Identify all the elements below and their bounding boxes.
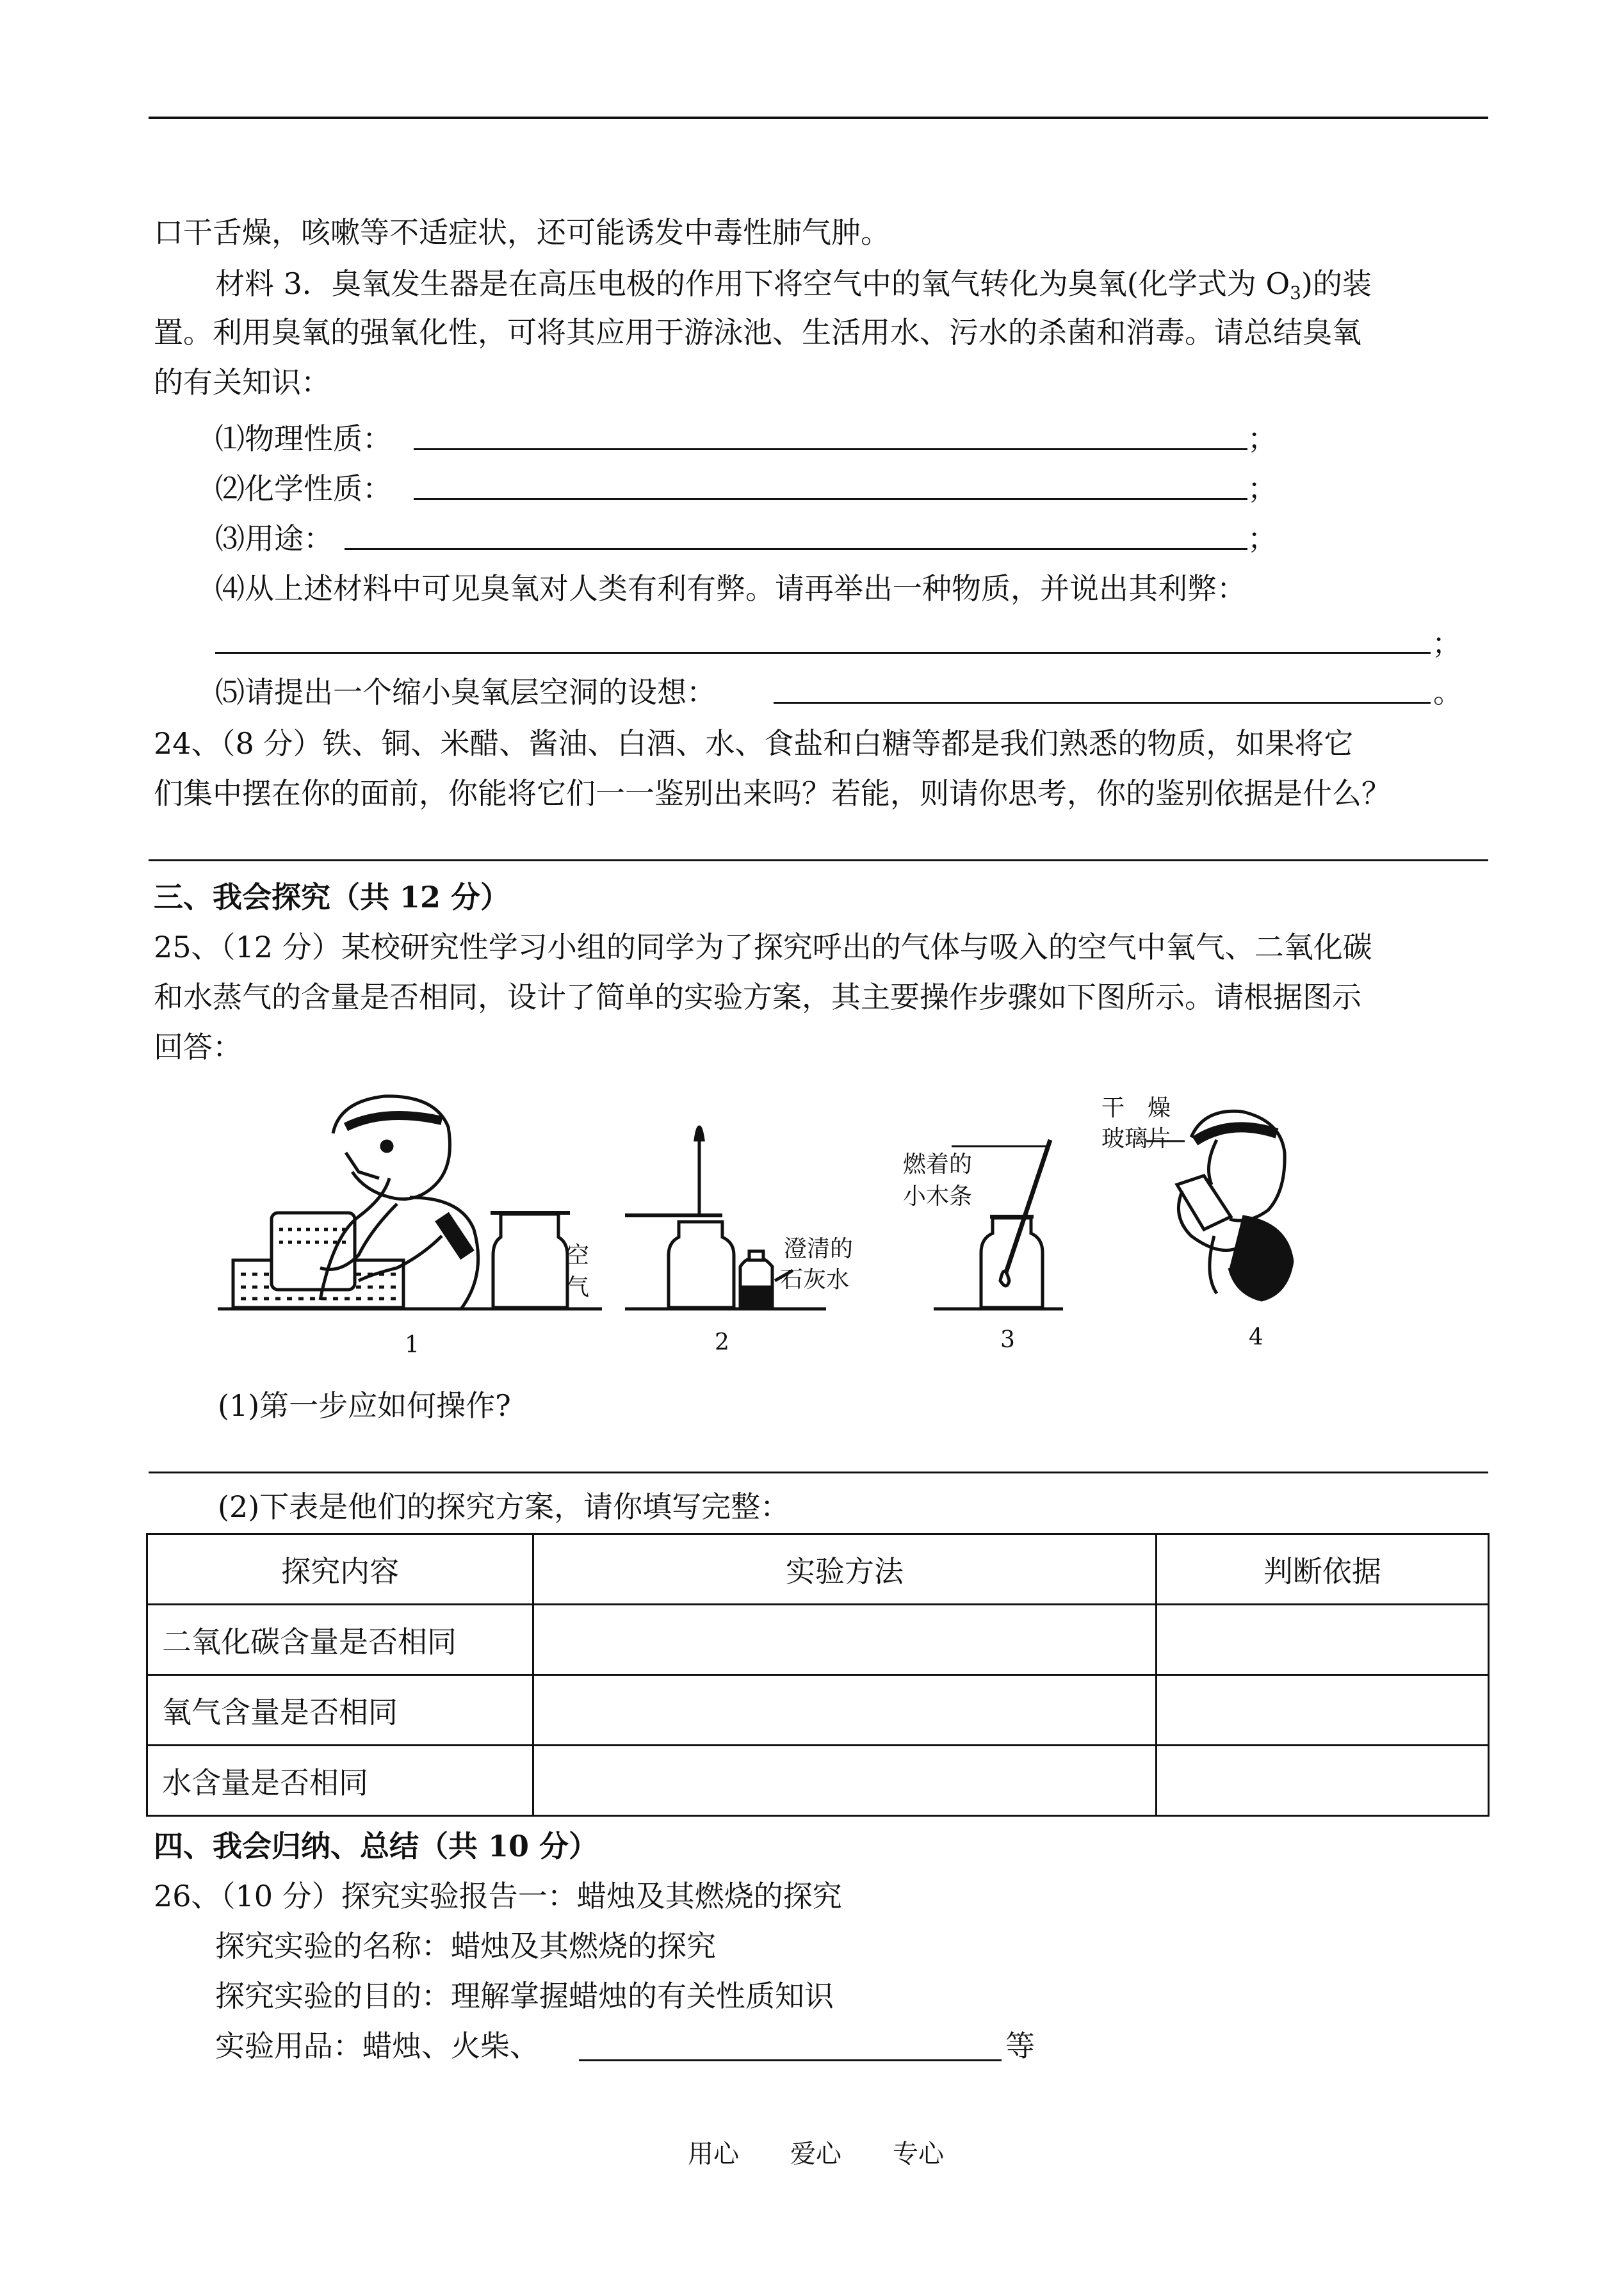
table-header-row (147, 1534, 1489, 1605)
limewater-label-1: 澄清的 (784, 1236, 854, 1262)
table-cell-method[interactable] (533, 1746, 1157, 1816)
figure-number-1: 1 (405, 1332, 419, 1358)
text-line: 探究实验的名称：蜡烛及其燃烧的探究 (215, 1929, 716, 1963)
question-label: ⑴物理性质： (215, 421, 392, 456)
text-span: 材料 3．臭氧发生器是在高压电极的作用下将空气中的氧气转化为臭氧(化学式为 O (215, 266, 1290, 301)
table-cell-method[interactable] (533, 1675, 1157, 1746)
stick-label-1: 燃着的 (903, 1151, 973, 1178)
table-header: 探究内容 (147, 1534, 533, 1605)
table-row (147, 1675, 1489, 1746)
question-label: (1)第一步应如何操作? (218, 1388, 511, 1423)
text-line: 25、（12 分）某校研究性学习小组的同学为了探究呼出的气体与吸入的空气中氧气、二氧化碳 (154, 930, 1372, 964)
step1-illustration (218, 1096, 602, 1309)
answer-rule[interactable] (149, 1472, 1488, 1473)
figure-number-3: 3 (1000, 1327, 1015, 1353)
semicolon: ； (1247, 471, 1277, 506)
table-row (147, 1605, 1489, 1675)
section-heading: 三、我会探究（共 12 分） (154, 880, 510, 914)
semicolon: ； (1247, 521, 1277, 556)
glass-label-1: 干 燥 (1101, 1095, 1171, 1121)
period: 。 (1433, 675, 1463, 710)
semicolon: ； (1247, 421, 1277, 456)
table-header: 实验方法 (533, 1534, 1157, 1605)
glass-label-2: 玻璃片 (1101, 1126, 1171, 1152)
table-cell-content: 氧气含量是否相同 (147, 1675, 533, 1746)
limewater-label-2: 石灰水 (780, 1267, 850, 1293)
semicolon: ； (1432, 626, 1461, 661)
question-label: ⑸请提出一个缩小臭氧层空洞的设想： (215, 675, 716, 710)
text-line: 26、（10 分）探究实验报告一：蜡烛及其燃烧的探究 (154, 1879, 842, 1913)
table-cell-content: 水含量是否相同 (147, 1746, 533, 1816)
table-cell-basis[interactable] (1156, 1605, 1488, 1675)
subscript: 3 (1290, 282, 1301, 304)
table-cell-basis[interactable] (1156, 1675, 1488, 1746)
figure-number-2: 2 (715, 1329, 729, 1356)
text-line: 探究实验的目的：理解掌握蜡烛的有关性质知识 (215, 1979, 834, 2013)
stick-label-2: 小木条 (903, 1183, 973, 1210)
exploration-plan-table (146, 1533, 1490, 1817)
text-line: 回答： (154, 1030, 242, 1064)
table-header: 判断依据 (1156, 1534, 1488, 1605)
air-label-1: 空 (566, 1242, 590, 1269)
text-span: )的装 (1301, 266, 1372, 301)
table-row (147, 1746, 1489, 1816)
text-line: 的有关知识： (154, 365, 330, 400)
table-cell-method[interactable] (533, 1605, 1157, 1675)
page-footer: 用心 爱心 专心 (688, 2139, 944, 2169)
answer-blank[interactable] (579, 2059, 1002, 2061)
figure-number-4: 4 (1249, 1324, 1263, 1350)
text-line: 和水蒸气的含量是否相同，设计了简单的实验方案，其主要操作步骤如下图所示。请根据图示 (154, 980, 1361, 1014)
table-cell-basis[interactable] (1156, 1746, 1488, 1816)
question-label: ⑵化学性质： (215, 471, 392, 506)
text-line: 等 (1005, 2029, 1035, 2063)
table-cell-content: 二氧化碳含量是否相同 (147, 1605, 533, 1675)
text-line: 置。利用臭氧的强氧化性，可将其应用于游泳池、生活用水、污水的杀菌和消毒。请总结臭氧 (154, 315, 1361, 350)
question-label: ⑶用途： (215, 521, 333, 556)
text-line: 口干舌燥，咳嗽等不适症状，还可能诱发中毒性肺气肿。 (154, 215, 890, 250)
question-label: ⑷从上述材料中可见臭氧对人类有利有弊。请再举出一种物质，并说出其利弊： (215, 571, 1246, 606)
text-line: 们集中摆在你的面前，你能将它们一一鉴别出来吗？若能，则请你思考，你的鉴别依据是什么？ (154, 776, 1391, 811)
text-line: 实验用品：蜡烛、火柴、 (215, 2029, 539, 2063)
air-label-2: 气 (566, 1274, 590, 1301)
question-label: (2)下表是他们的探究方案，请你填写完整： (218, 1489, 790, 1524)
section-heading: 四、我会归纳、总结（共 10 分） (154, 1829, 599, 1863)
text-line: 24、（8 分）铁、铜、米醋、酱油、白酒、水、食盐和白糖等都是我们熟悉的物质，如果将它 (154, 726, 1354, 761)
